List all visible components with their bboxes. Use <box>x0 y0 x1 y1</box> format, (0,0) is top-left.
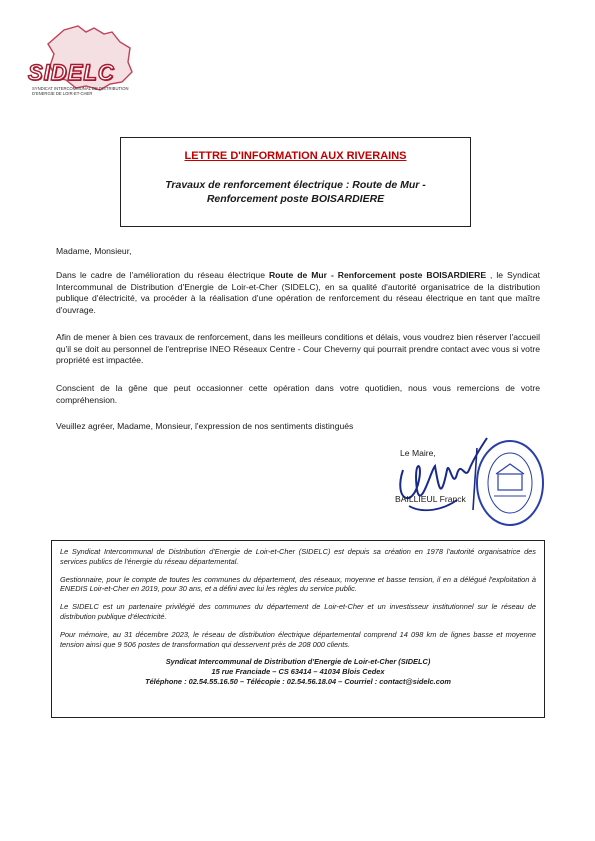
logo-wordmark: SIDELC <box>28 60 115 85</box>
sidelc-info-box <box>51 540 545 718</box>
paragraph-2: Afin de mener à bien ces travaux de renforcement, dans les meilleurs conditions et délais, vous voudrez bien réserver l'accueil qu'il se doit au personnel de l'entreprise INEO Réseaux Centre - Cour Cheverny qui pourrait prendre contact avec vous si votre propriété est impactée. <box>56 332 540 365</box>
letter-title: LETTRE D'INFORMATION AUX RIVERAINS <box>184 150 407 162</box>
paragraph-1-project: Route de Mur - Renforcement poste BOISARDIERE <box>268 270 487 280</box>
org-name: Syndicat Intercommunal de Distribution d'Energie de Loir-et-Cher (SIDELC) <box>165 657 431 667</box>
closing-formula: Veuillez agréer, Madame, Monsieur, l'expression de nos sentiments distingués <box>56 421 354 431</box>
paragraph-1-text-a: Dans le cadre de l'amélioration du réseau électrique <box>56 270 269 280</box>
paragraph-1 <box>56 270 540 316</box>
title-box <box>120 137 471 227</box>
footer-paragraph-2: Gestionnaire, pour le compte de toutes les communes du département, des réseaux, moyenne et basse tension, il en a délégué l'exploitation à ENEDIS Loir-et-Cher en 2019, pour 30 ans, et a défini avec lui les règles du service public. <box>60 574 536 594</box>
subtitle-line-2: Renforcement poste BOISARDIERE <box>206 193 385 205</box>
signatory-role: Le Maire, <box>400 448 436 458</box>
mairie-stamp-icon <box>474 438 546 528</box>
letter-subtitle <box>121 178 470 206</box>
footer-paragraph-4: Pour mémoire, au 31 décembre 2023, le réseau de distribution électrique départemental comprend 14 098 km de lignes basse et moyenne tension ainsi que 9 506 postes de transformation qui desservent près de 208 000 clients. <box>60 629 536 649</box>
footer-paragraph-3: Le SIDELC est un partenaire privilégié des communes du département de Loir-et-Cher et un investisseur institutionnel sur le réseau de distribution publique d'électricité. <box>60 602 536 621</box>
logo-subtitle: SYNDICAT INTERCOMMUNAL DE DISTRIBUTION D'ENERGIE DE LOIR-ET-CHER <box>32 86 129 96</box>
sidelc-logo <box>24 22 139 102</box>
greeting: Madame, Monsieur, <box>56 246 132 256</box>
subtitle-line-1: Travaux de renforcement électrique : Route de Mur - <box>165 179 426 191</box>
signatory-name: BAILLIEUL Franck <box>395 494 466 504</box>
org-address: 15 rue Franciade – CS 63414 – 41034 Blois Cedex <box>211 667 385 677</box>
paragraph-3: Conscient de la gêne que peut occasionner cette opération dans votre quotidien, nous vous remercions de votre compréhension. <box>56 383 540 405</box>
paragraph-1-text-b: , le Syndicat Intercommunal de Distribution d'Energie de Loir-et-Cher (SIDELC), en sa qualité d'autorité organisatrice de la distribution publique d'électricité, va procéder à la réalisation d'une opération de renforcement du réseau électrique en tant que maître d'ouvrage. <box>56 270 541 315</box>
footer-paragraph-1: Le Syndicat Intercommunal de Distribution d'Energie de Loir-et-Cher (SIDELC) est depuis sa création en 1978 l'autorité organisatrice des services publics de l'énergie du réseau départemental. <box>60 547 536 566</box>
org-contact: Téléphone : 02.54.55.16.50 – Télécopie : 02.54.56.18.04 – Courriel : contact@sidelc.com <box>145 676 451 686</box>
